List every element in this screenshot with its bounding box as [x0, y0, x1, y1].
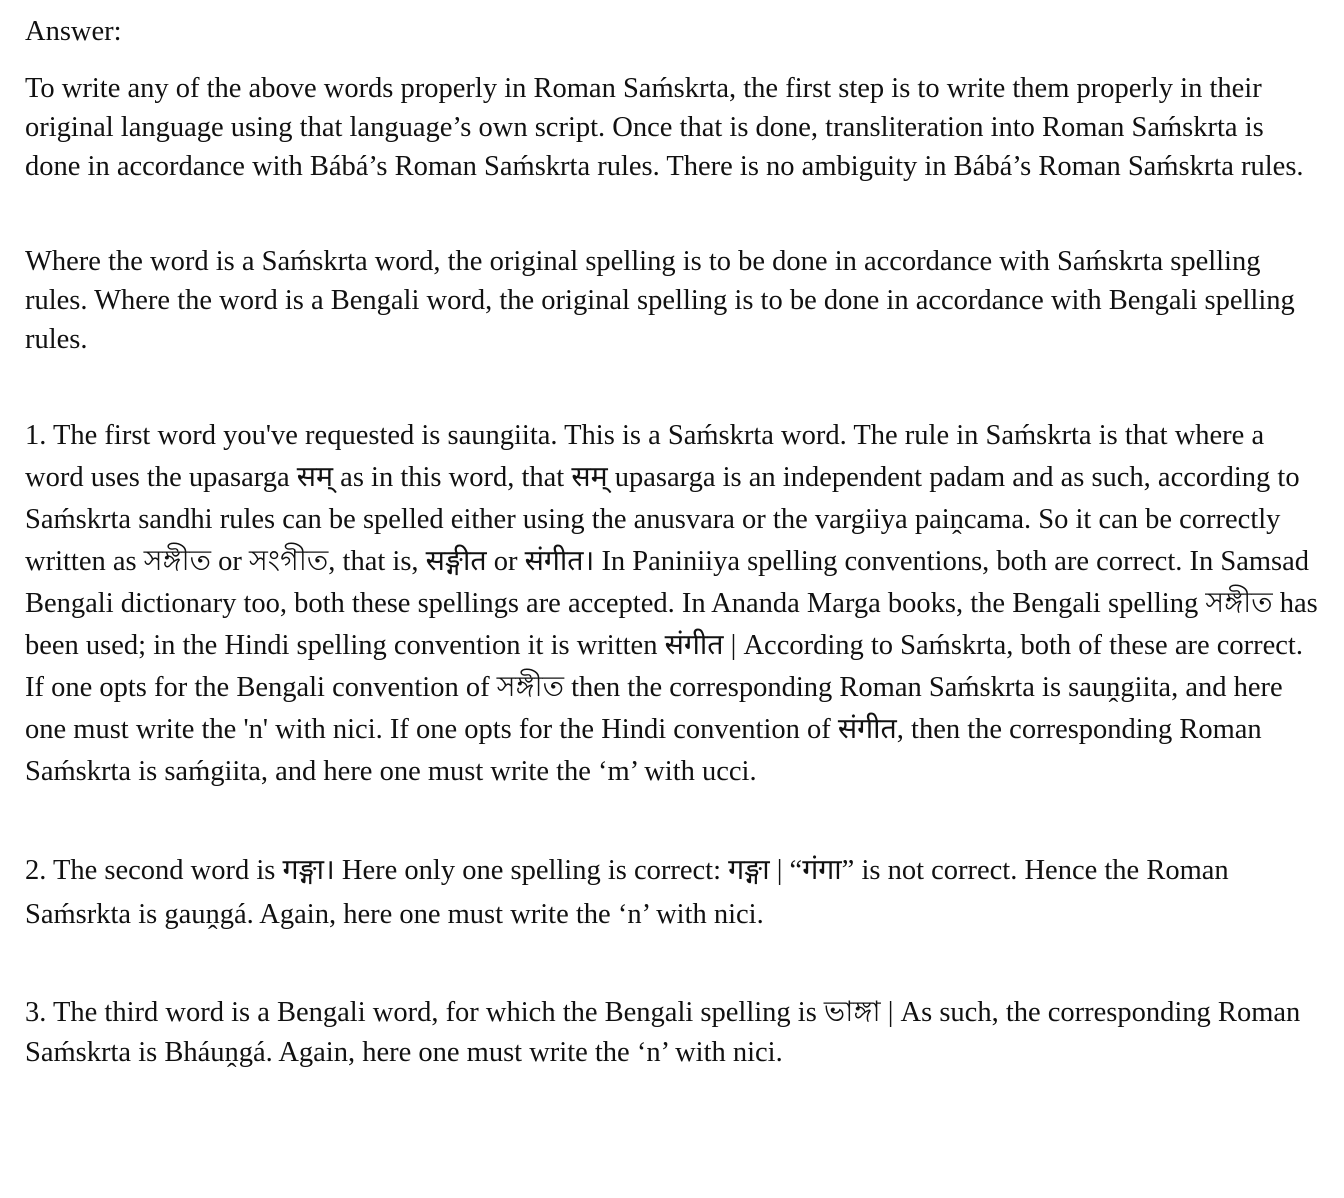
paragraph-intro: To write any of the above words properly in Roman Saḿskrta, the first step is to write them properly in their original language using that language’s own script. Once that is done, transliteration into Roman Saḿskrta is done in accordance with Bábá’s Roman Saḿskrta rules. There is no ambiguity in Bábá’s Roman Saḿskrta rules.: [25, 73, 1304, 182]
document-body: [25, 12, 1325, 1073]
paragraph-word-1: 1. The first word you've requested is saungiita. This is a Saḿskrta word. The rule in Saḿskrta is that where a word uses the upasarga सम् as in this word, that सम् upasarga is an independent padam and as such, according to Saḿskrta sandhi rules can be spelled either using the anusvara or the vargiiya paiṋcama. So it can be correctly written as সঙ্গীত or সংগীত, that is, सङ्गीत or संगीत। In Paniniiya spelling conventions, both are correct. In Samsad Bengali dictionary too, both these spellings are accepted. In Ananda Marga books, the Bengali spelling সঙ্গীত has been used; in the Hindi spelling convention it is written संगीत | According to Saḿskrta, both of these are correct. If one opts for the Bengali convention of সঙ্গীত then the corresponding Roman Saḿskrta is sauṋgiita, and here one must write the 'n' with nici. If one opts for the Hindi convention of संगीत, then the corresponding Roman Saḿskrta is saḿgiita, and here one must write the ‘m’ with ucci.: [25, 420, 1318, 787]
paragraph-word-3: 3. The third word is a Bengali word, for which the Bengali spelling is ভাঙ্গা | As such, the corresponding Roman Saḿskrta is Bháuṋgá. Again, here one must write the ‘n’ with nici.: [25, 997, 1301, 1068]
answer-heading: Answer:: [25, 16, 122, 47]
paragraph-spelling-rules: Where the word is a Saḿskrta word, the original spelling is to be done in accordance with Saḿskrta spelling rules. Where the word is a Bengali word, the original spelling is to be done in accordance with Bengali spelling rules.: [25, 246, 1295, 355]
paragraph-word-2: 2. The second word is गङ्गा। Here only one spelling is correct: गङ्गा | “गंगा” is not correct. Hence the Roman Saḿsrkta is gauṋgá. Again, here one must write the ‘n’ with nici.: [25, 855, 1229, 930]
